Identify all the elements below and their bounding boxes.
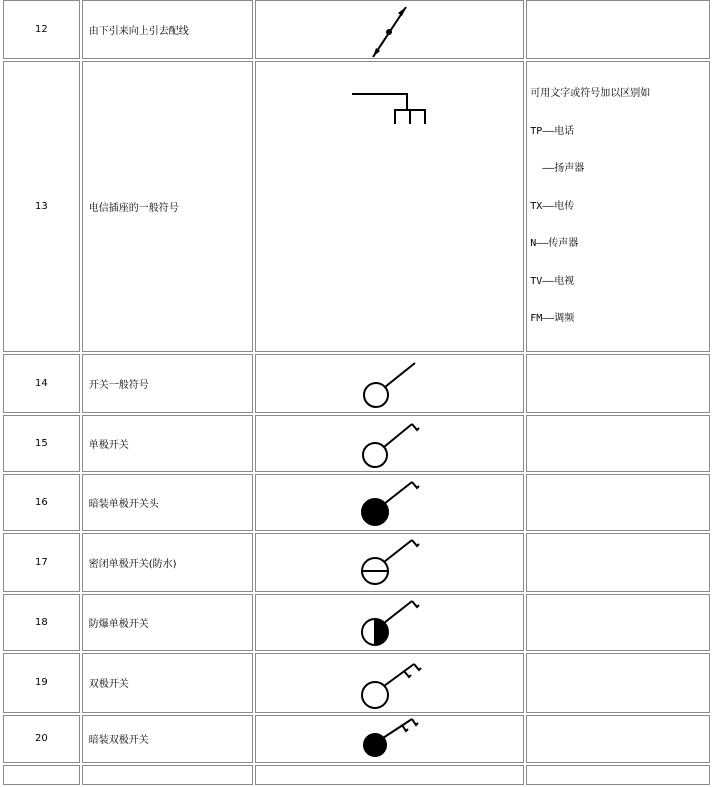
- switch-general-icon: [256, 355, 524, 414]
- explosion-proof-switch-icon: [256, 595, 524, 652]
- note-line: N——传声器: [530, 238, 579, 249]
- note-cell: [526, 474, 710, 531]
- symbol-name: 防爆单极开关: [82, 594, 253, 651]
- symbol-name: 暗装双极开关: [82, 715, 253, 763]
- symbol-name: 密闭单极开关(防水): [82, 533, 253, 592]
- note-line: TX——电传: [530, 200, 575, 212]
- row-number: 15: [3, 415, 80, 472]
- symbol-cell: [255, 354, 524, 413]
- note-cell: [526, 354, 710, 413]
- note-cell: [526, 594, 710, 651]
- table-row: [3, 61, 710, 352]
- note-cell: [526, 61, 710, 352]
- wiring-up-down-icon: [256, 1, 524, 60]
- table-row: [3, 715, 710, 763]
- symbol-name: 暗装单极开关头: [82, 474, 253, 531]
- concealed-single-pole-switch-icon: [256, 475, 524, 532]
- note-cell: [526, 0, 710, 59]
- row-number: 18: [3, 594, 80, 651]
- symbol-cell: [255, 0, 524, 59]
- table-row: [3, 474, 710, 531]
- symbol-cell: [255, 533, 524, 592]
- telecom-socket-icon: [256, 62, 524, 167]
- symbol-cell: [255, 415, 524, 472]
- table-row: [3, 0, 710, 59]
- symbol-cell: [255, 594, 524, 651]
- note-line: ——扬声器: [530, 163, 585, 174]
- symbol-name: 由下引来向上引去配线: [82, 0, 253, 59]
- double-pole-switch-icon: [256, 654, 524, 714]
- table-row: [3, 533, 710, 592]
- note-line: TP——电话: [530, 125, 575, 137]
- table-row: [3, 354, 710, 413]
- symbol-name: 单极开关: [82, 415, 253, 472]
- note-line: FM——调频: [530, 313, 575, 324]
- table-row: [3, 653, 710, 713]
- sealed-single-pole-switch-icon: [256, 534, 524, 593]
- concealed-double-pole-switch-icon: [256, 716, 524, 764]
- table-row: [3, 415, 710, 472]
- note-line: TV——电视: [530, 275, 575, 287]
- symbol-cell: [255, 653, 524, 713]
- symbol-table: [1, 0, 712, 787]
- symbol-cell: [255, 715, 524, 763]
- note-line: 可用文字或符号加以区别如: [530, 88, 651, 99]
- table-row: [3, 594, 710, 651]
- symbol-cell: [255, 61, 524, 352]
- row-number: 14: [3, 354, 80, 413]
- table-row: [3, 765, 710, 785]
- row-number: 13: [3, 61, 80, 352]
- note-cell: [526, 415, 710, 472]
- symbol-name: 双极开关: [82, 653, 253, 713]
- note-cell: [526, 653, 710, 713]
- row-number: 12: [3, 0, 80, 59]
- note-cell: [526, 715, 710, 763]
- row-number: 16: [3, 474, 80, 531]
- note-cell: [526, 533, 710, 592]
- symbol-name: 电信插座的一般符号: [82, 61, 253, 352]
- row-number: 20: [3, 715, 80, 763]
- row-number: 17: [3, 533, 80, 592]
- row-number: 19: [3, 653, 80, 713]
- single-pole-switch-icon: [256, 416, 524, 473]
- symbol-cell: [255, 474, 524, 531]
- symbol-name: 开关一般符号: [82, 354, 253, 413]
